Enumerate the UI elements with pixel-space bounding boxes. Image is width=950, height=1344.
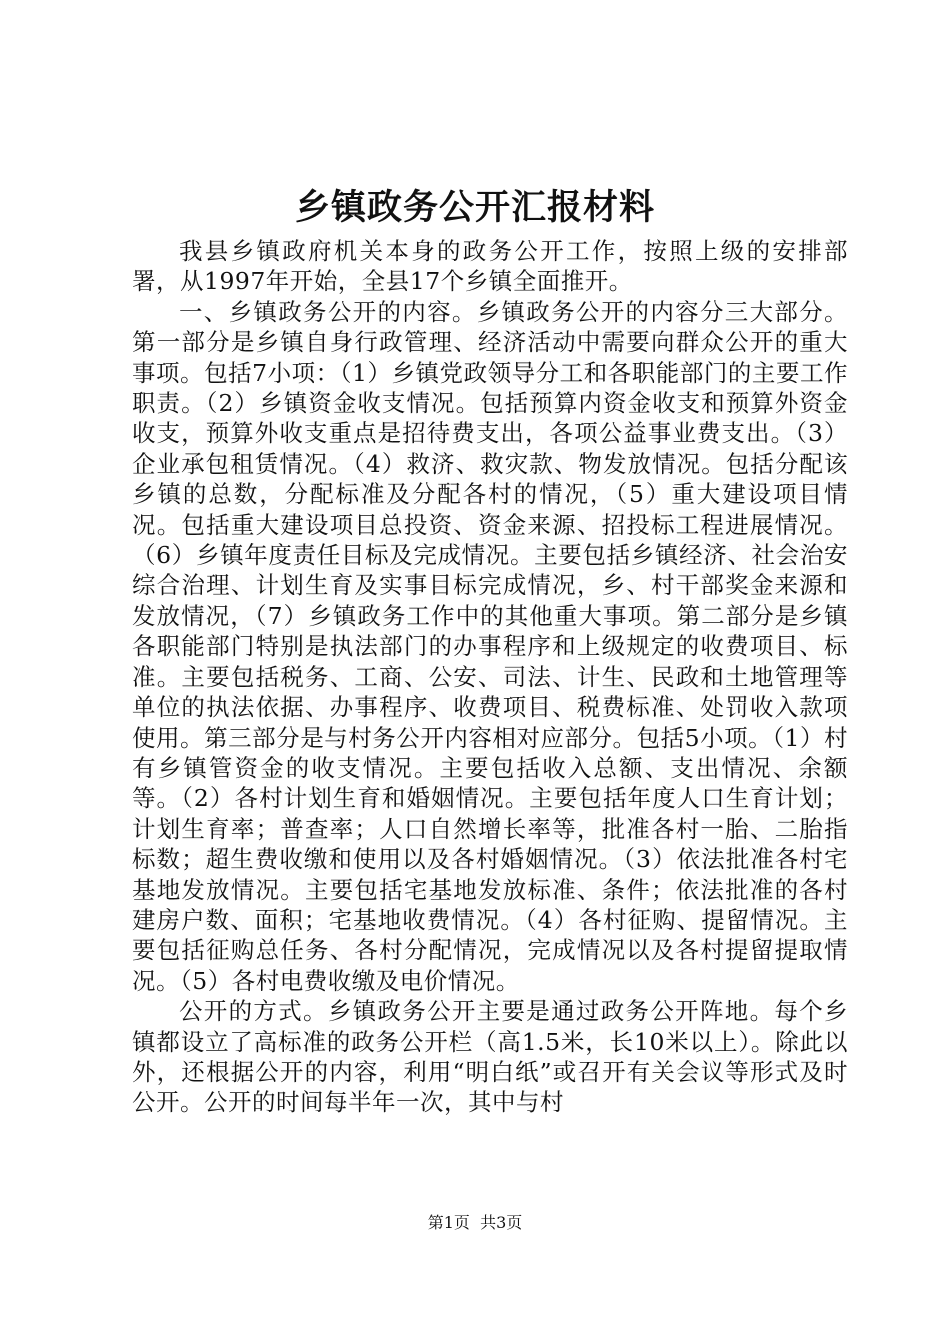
paragraph-intro: 我县乡镇政府机关本身的政务公开工作，按照上级的安排部署，从1997年开始，全县17个乡镇全面推开。 xyxy=(132,237,848,296)
document-body xyxy=(132,236,848,1118)
paragraph-content: 一、乡镇政务公开的内容。乡镇政务公开的内容分三大部分。第一部分是乡镇自身行政管理、经济活动中需要向群众公开的重大事项。包括7小项：（1）乡镇党政领导分工和各职能部门的主要工作职责。（2）乡镇资金收支情况。包括预算内资金收支和预算外资金收支，预算外收支重点是招待费支出，各项公益事业费支出。（3）企业承包租赁情况。（4）救济、救灾款、物发放情况。包括分配该乡镇的总数，分配标准及分配各村的情况，（5）重大建设项目情况。包括重大建设项目总投资、资金来源、招投标工程进展情况。（6）乡镇年度责任目标及完成情况。主要包括乡镇经济、社会治安综合治理、计划生育及实事目标完成情况，乡、村干部奖金来源和发放情况，（7）乡镇政务工作中的其他重大事项。第二部分是乡镇各职能部门特别是执法部门的办事程序和上级规定的收费项目、标准。主要包括税务、工商、公安、司法、计生、民政和土地管理等单位的执法依据、办事程序、收费项目、税费标准、处罚收入款项使用。第三部分是与村务公开内容相对应部分。包括5小项。（1）村有乡镇管资金的收支情况。主要包括收入总额、支出情况、余额等。（2）各村计划生育和婚姻情况。主要包括年度人口生育计划；计划生育率；普查率；人口自然增长率等，批准各村一胎、二胎指标数；超生费收缴和使用以及各村婚姻情况。（3）依法批准各村宅基地发放情况。主要包括宅基地发放标准、条件；依法批准的各村建房户数、面积；宅基地收费情况。（4）各村征购、提留情况。主要包括征购总任务、各村分配情况，完成情况以及各村提留提取情况。（5）各村电费收缴及电价情况。 xyxy=(132,297,848,995)
paragraph-method: 公开的方式。乡镇政务公开主要是通过政务公开阵地。每个乡镇都设立了高标准的政务公开栏（高1.5米，长10米以上）。除此以外，还根据公开的内容，利用“明白纸”或召开有关会议等形式及时公开。公开的时间每半年一次，其中与村 xyxy=(132,997,848,1117)
page-number-label: 第1页 共3页 xyxy=(427,1213,523,1232)
document-title: 乡镇政务公开汇报材料 xyxy=(294,188,655,228)
page-footer xyxy=(0,1212,950,1234)
